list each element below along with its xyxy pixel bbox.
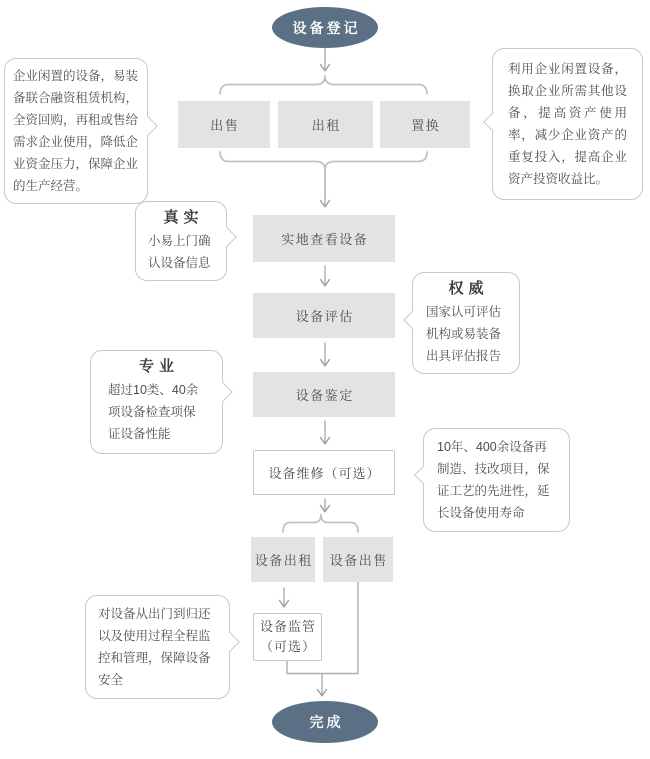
end-label: 完成 bbox=[309, 714, 344, 730]
brace-distribute bbox=[220, 76, 427, 94]
callout-supervision bbox=[85, 595, 230, 699]
option-swap-label: 置换 bbox=[411, 118, 441, 133]
step-supervise-label-line2: （可选） bbox=[259, 639, 316, 654]
step-supervise-label-line1: 设备监管 bbox=[259, 619, 316, 634]
option-sell-label: 出售 bbox=[210, 118, 240, 133]
brace-collect bbox=[220, 152, 427, 170]
callout-remanufacture bbox=[423, 428, 570, 532]
step-lease-box bbox=[251, 537, 315, 582]
callout-authentic-title: 真实 bbox=[163, 209, 204, 226]
callout-authentic-body: 小易上门确认设备信息 bbox=[148, 234, 211, 270]
brace-split bbox=[283, 515, 358, 533]
step-repair-box bbox=[253, 450, 395, 495]
callout-authoritative bbox=[412, 272, 520, 374]
callout-professional bbox=[90, 350, 223, 454]
option-swap-box bbox=[380, 101, 470, 148]
end-node bbox=[272, 701, 378, 743]
step-evaluate-label: 设备评估 bbox=[295, 309, 354, 324]
step-sale-label: 设备出售 bbox=[329, 553, 388, 568]
callout-swap-benefit-body: 利用企业闲置设备，换取企业所需其他设备，提高资产使用率，减少企业资产的重复投入，提高企业资产投资收益比。 bbox=[508, 62, 627, 186]
step-sale-box bbox=[323, 537, 393, 582]
callout-repurchase-body: 企业闲置的设备，易装备联合融资租赁机构，全资回购，再租或售给需求企业使用，降低企业资金压力，保障企业的生产经营。 bbox=[13, 69, 139, 193]
option-sell-box bbox=[178, 101, 270, 148]
callout-professional-body: 超过10类、40余项设备检查项保证设备性能 bbox=[108, 383, 199, 441]
step-repair-label: 设备维修（可选） bbox=[268, 466, 381, 481]
step-appraise-box bbox=[253, 372, 395, 417]
step-inspect-label: 实地查看设备 bbox=[281, 232, 369, 247]
callout-remanufacture-body: 10年、400余设备再制造、技改项目，保证工艺的先进性，延长设备使用寿命 bbox=[437, 440, 550, 520]
merge-line bbox=[287, 661, 358, 674]
callout-professional-title: 专业 bbox=[138, 358, 179, 375]
option-rent-box bbox=[278, 101, 373, 148]
callout-authoritative-body: 国家认可评估机构或易装备出具评估报告 bbox=[426, 305, 502, 363]
step-appraise-label: 设备鉴定 bbox=[295, 388, 354, 403]
step-evaluate-box bbox=[253, 293, 395, 338]
callout-supervision-body: 对设备从出门到归还以及使用过程全程监控和管理，保障设备安全 bbox=[98, 607, 211, 687]
callout-swap-benefit bbox=[492, 48, 643, 200]
start-label: 设备登记 bbox=[292, 19, 361, 36]
start-node bbox=[272, 7, 378, 48]
step-supervise-box bbox=[253, 613, 322, 661]
step-lease-label: 设备出租 bbox=[254, 553, 313, 568]
callout-authoritative-title: 权威 bbox=[448, 280, 489, 297]
option-rent-label: 出租 bbox=[311, 118, 341, 133]
callout-authentic bbox=[135, 201, 227, 281]
step-inspect-box bbox=[253, 215, 395, 262]
callout-repurchase bbox=[4, 58, 148, 204]
